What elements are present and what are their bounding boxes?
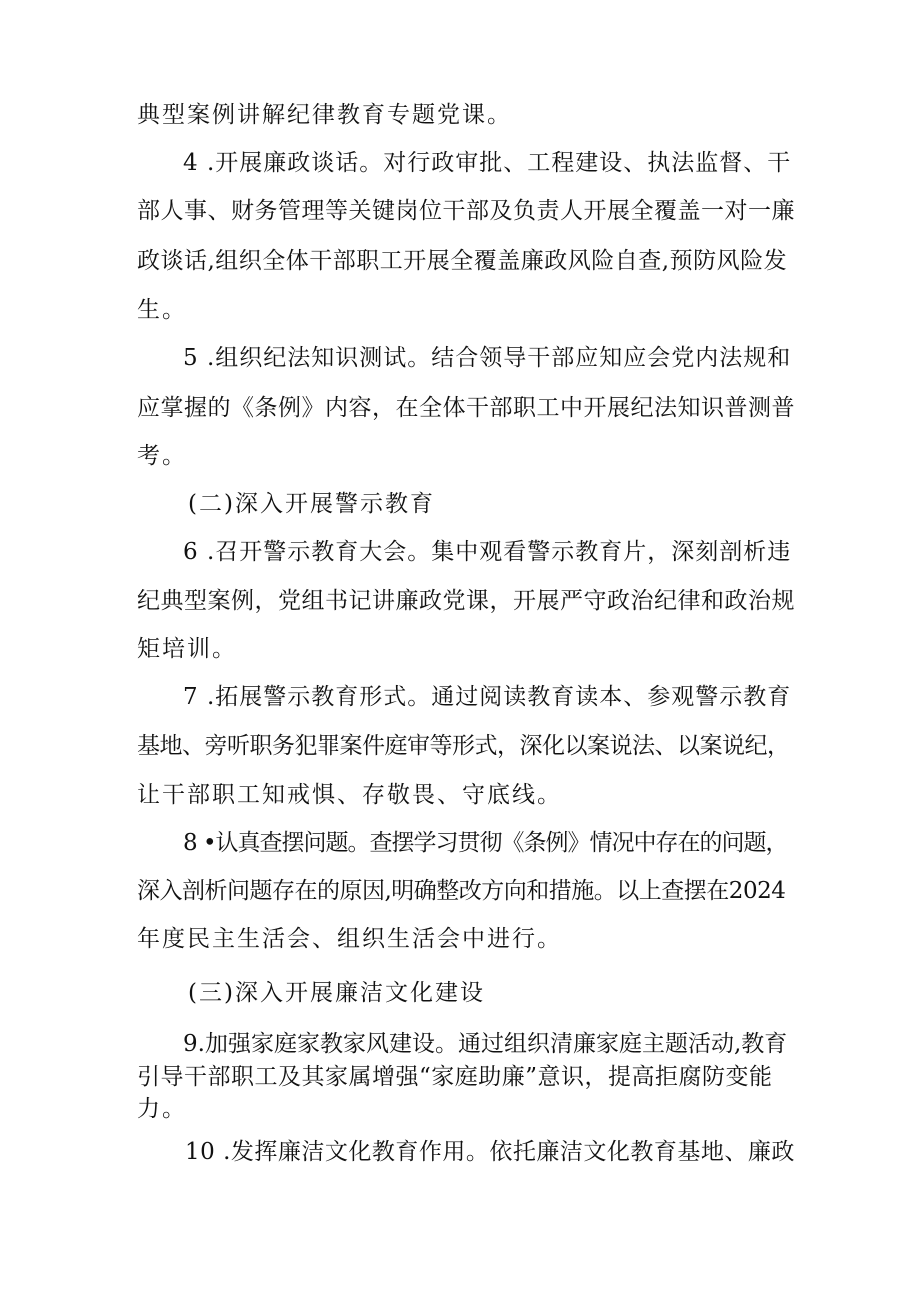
paragraph-line: 6 .召开警示教育大会。集中观看警示教育片，深刻剖析违 — [183, 539, 792, 565]
paragraph-line: 纪典型案例，党组书记讲廉政党课，开展严守政治纪律和政治规 — [137, 588, 795, 614]
paragraph-line: 深入剖析问题存在的原因,明确整改方向和措施。以上查摆在2024 — [137, 878, 786, 904]
paragraph-line: 政谈话,组织全体干部职工开展全覆盖廉政风险自查,预防风险发 — [137, 248, 788, 274]
section-heading: (二)深入开展警示教育 — [188, 491, 435, 517]
paragraph-line: 4 .开展廉政谈话。对行政审批、工程建设、执法监督、干 — [183, 150, 792, 176]
paragraph-line: 引导干部职工及其家属增强“家庭助廉”意识，提高拒腐防变能 — [137, 1064, 773, 1090]
paragraph-line: 年度民主生活会、组织生活会中进行。 — [137, 926, 562, 952]
paragraph-line: 基地、旁听职务犯罪案件庭审等形式，深化以案说法、以案说纪， — [137, 733, 790, 759]
paragraph-line: 矩培训。 — [137, 636, 237, 662]
paragraph-line: 10 .发挥廉洁文化教育作用。依托廉洁文化教育基地、廉政 — [185, 1139, 795, 1165]
paragraph-line: 部人事、财务管理等关键岗位干部及负责人开展全覆盖一对一廉 — [137, 198, 795, 224]
section-heading: (三)深入开展廉洁文化建设 — [188, 980, 485, 1006]
paragraph-line: 典型案例讲解纪律教育专题党课。 — [137, 102, 512, 128]
paragraph-line: 让干部职工知戒惧、存敬畏、守底线。 — [137, 782, 562, 808]
paragraph-line: 生。 — [137, 297, 187, 323]
paragraph-line: 5 .组织纪法知识测试。结合领导干部应知应会党内法规和 — [183, 345, 792, 371]
paragraph-line: 力。 — [137, 1096, 187, 1122]
paragraph-line: 9.加强家庭家教家风建设。通过组织清廉家庭主题活动,教育 — [183, 1031, 788, 1057]
paragraph-line: 应掌握的《条例》内容，在全体干部职工中开展纪法知识普测普 — [137, 395, 795, 421]
paragraph-line: 考。 — [137, 443, 187, 469]
paragraph-line: 7 .拓展警示教育形式。通过阅读教育读本、参观警示教育 — [183, 684, 792, 710]
paragraph-line: 8 •认真查摆问题。查摆学习贯彻《条例》情况中存在的问题， — [183, 830, 788, 856]
